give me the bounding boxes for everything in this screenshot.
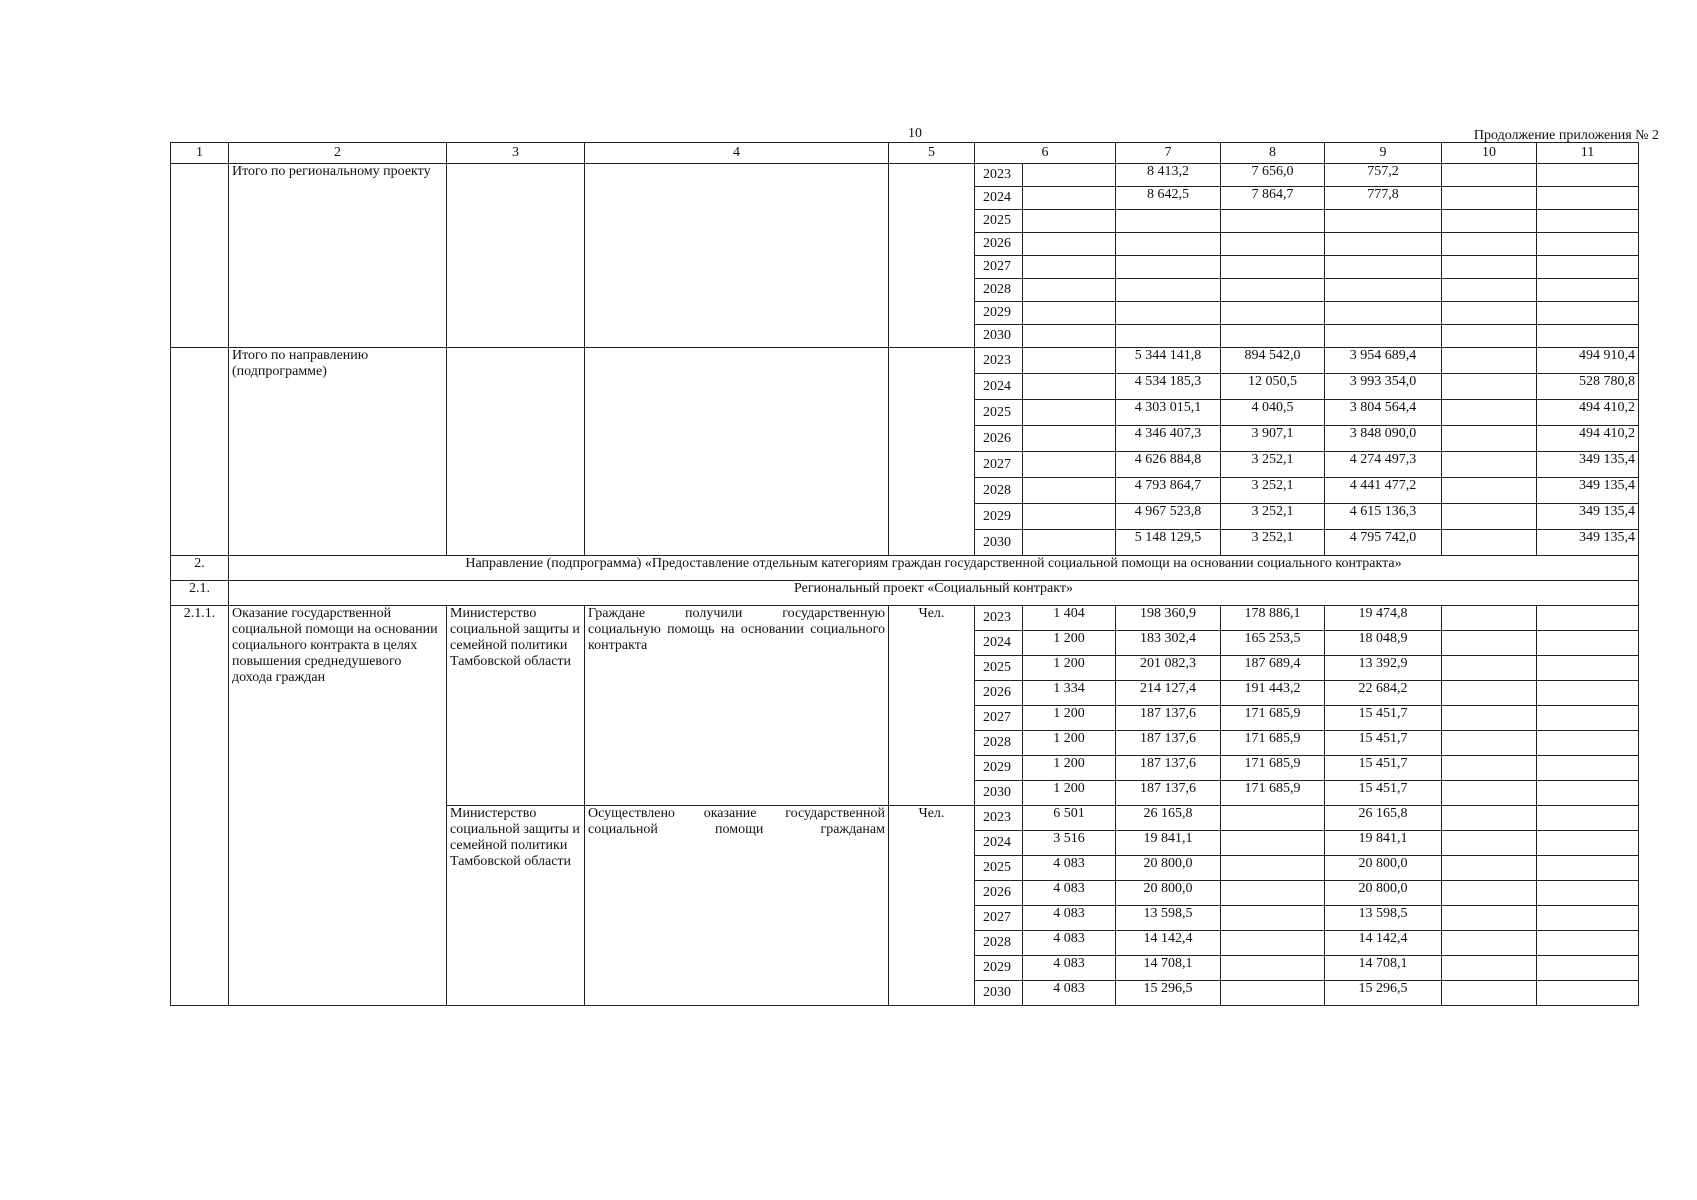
- indicator-value: [1023, 279, 1116, 302]
- regional-value: [1325, 233, 1442, 256]
- local-value: [1442, 348, 1537, 374]
- other-value: [1537, 325, 1639, 348]
- federal-value: 171 685,9: [1221, 781, 1325, 806]
- year-cell: 2030: [975, 530, 1023, 556]
- regional-value: 13 392,9: [1325, 656, 1442, 681]
- indicator-value: [1023, 530, 1116, 556]
- header-cell: 10: [1442, 143, 1537, 164]
- local-value: [1442, 210, 1537, 233]
- regional-value: 3 954 689,4: [1325, 348, 1442, 374]
- regional-value: 14 708,1: [1325, 956, 1442, 981]
- total-value: 5 344 141,8: [1116, 348, 1221, 374]
- regional-value: 15 451,7: [1325, 706, 1442, 731]
- local-value: [1442, 731, 1537, 756]
- local-value: [1442, 233, 1537, 256]
- total-value: 4 534 185,3: [1116, 374, 1221, 400]
- federal-value: [1221, 906, 1325, 931]
- total-value: 14 142,4: [1116, 931, 1221, 956]
- indicator-value: 4 083: [1023, 931, 1116, 956]
- regional-value: 15 296,5: [1325, 981, 1442, 1006]
- local-value: [1442, 831, 1537, 856]
- other-value: 349 135,4: [1537, 530, 1639, 556]
- year-cell: 2023: [975, 348, 1023, 374]
- total-value: 187 137,6: [1116, 706, 1221, 731]
- federal-value: 894 542,0: [1221, 348, 1325, 374]
- regional-value: [1325, 279, 1442, 302]
- indicator-value: [1023, 164, 1116, 187]
- year-cell: 2024: [975, 831, 1023, 856]
- year-cell: 2023: [975, 606, 1023, 631]
- regional-value: 15 451,7: [1325, 756, 1442, 781]
- indicator-value: [1023, 233, 1116, 256]
- total-value: [1116, 233, 1221, 256]
- other-value: [1537, 187, 1639, 210]
- regional-value: 13 598,5: [1325, 906, 1442, 931]
- local-value: [1442, 881, 1537, 906]
- regional-value: 22 684,2: [1325, 681, 1442, 706]
- federal-value: [1221, 856, 1325, 881]
- year-cell: 2027: [975, 256, 1023, 279]
- other-value: [1537, 279, 1639, 302]
- item-number: 2.1.1.: [171, 606, 229, 1006]
- table-row: [171, 556, 1639, 581]
- federal-value: [1221, 981, 1325, 1006]
- local-value: [1442, 452, 1537, 478]
- indicator-value: 1 200: [1023, 656, 1116, 681]
- total-value: [1116, 256, 1221, 279]
- indicator-value: 4 083: [1023, 906, 1116, 931]
- total-value: 4 303 015,1: [1116, 400, 1221, 426]
- total-value: 8 413,2: [1116, 164, 1221, 187]
- indicator-value: 4 083: [1023, 856, 1116, 881]
- federal-value: 171 685,9: [1221, 731, 1325, 756]
- local-value: [1442, 426, 1537, 452]
- other-value: [1537, 731, 1639, 756]
- federal-value: 165 253,5: [1221, 631, 1325, 656]
- federal-value: 191 443,2: [1221, 681, 1325, 706]
- executor-cell: Министерство социальной защиты и семейной политики Тамбовской области: [447, 806, 585, 1006]
- other-value: 494 410,2: [1537, 426, 1639, 452]
- indicator-value: 3 516: [1023, 831, 1116, 856]
- federal-value: [1221, 831, 1325, 856]
- other-value: [1537, 781, 1639, 806]
- other-value: [1537, 256, 1639, 279]
- total-value: 8 642,5: [1116, 187, 1221, 210]
- section-number: 2.: [171, 556, 229, 581]
- federal-value: [1221, 210, 1325, 233]
- result-text: Осуществлено оказание государственной социальной помощи гражданам: [588, 806, 885, 837]
- regional-value: 14 142,4: [1325, 931, 1442, 956]
- other-value: [1537, 656, 1639, 681]
- year-cell: 2028: [975, 731, 1023, 756]
- other-value: [1537, 956, 1639, 981]
- other-value: [1537, 210, 1639, 233]
- indicator-value: 1 334: [1023, 681, 1116, 706]
- other-value: [1537, 756, 1639, 781]
- regional-value: 3 848 090,0: [1325, 426, 1442, 452]
- other-value: [1537, 931, 1639, 956]
- year-cell: 2028: [975, 931, 1023, 956]
- executor-cell: [447, 164, 585, 348]
- other-value: 494 910,4: [1537, 348, 1639, 374]
- total-value: [1116, 302, 1221, 325]
- total-value: [1116, 210, 1221, 233]
- federal-value: 4 040,5: [1221, 400, 1325, 426]
- other-value: [1537, 631, 1639, 656]
- regional-value: [1325, 302, 1442, 325]
- year-cell: 2029: [975, 756, 1023, 781]
- federal-value: 3 907,1: [1221, 426, 1325, 452]
- year-cell: 2024: [975, 631, 1023, 656]
- row-label: Итого по направлению (подпрограмме): [229, 348, 447, 556]
- local-value: [1442, 478, 1537, 504]
- federal-value: 3 252,1: [1221, 452, 1325, 478]
- local-value: [1442, 325, 1537, 348]
- total-value: 214 127,4: [1116, 681, 1221, 706]
- local-value: [1442, 374, 1537, 400]
- local-value: [1442, 956, 1537, 981]
- regional-value: [1325, 210, 1442, 233]
- indicator-value: [1023, 210, 1116, 233]
- federal-value: [1221, 956, 1325, 981]
- federal-value: 187 689,4: [1221, 656, 1325, 681]
- regional-value: 20 800,0: [1325, 856, 1442, 881]
- other-value: 349 135,4: [1537, 478, 1639, 504]
- total-value: [1116, 279, 1221, 302]
- other-value: [1537, 606, 1639, 631]
- regional-value: 757,2: [1325, 164, 1442, 187]
- federal-value: [1221, 931, 1325, 956]
- header-row: [171, 143, 1639, 164]
- section-title: Направление (подпрограмма) «Предоставление отдельным категориям граждан государственной социальной помощи на основании социального контракта»: [229, 556, 1639, 581]
- total-value: 15 296,5: [1116, 981, 1221, 1006]
- year-cell: 2030: [975, 781, 1023, 806]
- header-cell: 7: [1116, 143, 1221, 164]
- regional-value: 18 048,9: [1325, 631, 1442, 656]
- local-value: [1442, 856, 1537, 881]
- indicator-value: 4 083: [1023, 956, 1116, 981]
- indicator-value: 6 501: [1023, 806, 1116, 831]
- section-number: 2.1.: [171, 581, 229, 606]
- executor-cell: Министерство социальной защиты и семейной политики Тамбовской области: [447, 606, 585, 806]
- year-cell: 2025: [975, 856, 1023, 881]
- local-value: [1442, 631, 1537, 656]
- local-value: [1442, 504, 1537, 530]
- other-value: 528 780,8: [1537, 374, 1639, 400]
- year-cell: 2029: [975, 504, 1023, 530]
- row-label: Итого по региональному проекту: [229, 164, 447, 348]
- year-cell: 2027: [975, 452, 1023, 478]
- regional-value: 777,8: [1325, 187, 1442, 210]
- header-cell: 11: [1537, 143, 1639, 164]
- local-value: [1442, 606, 1537, 631]
- federal-value: [1221, 256, 1325, 279]
- continuation-note: Продолжение приложения № 2: [1473, 128, 1659, 143]
- total-value: 20 800,0: [1116, 881, 1221, 906]
- indicator-value: 1 404: [1023, 606, 1116, 631]
- other-value: [1537, 856, 1639, 881]
- regional-value: 26 165,8: [1325, 806, 1442, 831]
- regional-value: 4 441 477,2: [1325, 478, 1442, 504]
- unit-cell: Чел.: [889, 806, 975, 1006]
- result-cell: [585, 164, 889, 348]
- total-value: 187 137,6: [1116, 731, 1221, 756]
- other-value: [1537, 681, 1639, 706]
- total-value: 187 137,6: [1116, 756, 1221, 781]
- page-number: 10: [908, 126, 922, 141]
- year-cell: 2024: [975, 187, 1023, 210]
- indicator-value: [1023, 504, 1116, 530]
- header-cell: 3: [447, 143, 585, 164]
- local-value: [1442, 530, 1537, 556]
- regional-value: 19 474,8: [1325, 606, 1442, 631]
- local-value: [1442, 302, 1537, 325]
- indicator-value: 1 200: [1023, 631, 1116, 656]
- total-value: 19 841,1: [1116, 831, 1221, 856]
- table-row: [171, 348, 1639, 374]
- year-cell: 2023: [975, 806, 1023, 831]
- local-value: [1442, 187, 1537, 210]
- year-cell: 2025: [975, 210, 1023, 233]
- federal-value: 171 685,9: [1221, 756, 1325, 781]
- local-value: [1442, 806, 1537, 831]
- header-cell: 1: [171, 143, 229, 164]
- regional-value: 4 615 136,3: [1325, 504, 1442, 530]
- local-value: [1442, 164, 1537, 187]
- indicator-value: [1023, 400, 1116, 426]
- federal-value: [1221, 881, 1325, 906]
- year-cell: 2026: [975, 881, 1023, 906]
- other-value: [1537, 706, 1639, 731]
- federal-value: [1221, 233, 1325, 256]
- other-value: [1537, 806, 1639, 831]
- index-cell: [171, 348, 229, 556]
- total-value: 4 346 407,3: [1116, 426, 1221, 452]
- total-value: 13 598,5: [1116, 906, 1221, 931]
- local-value: [1442, 400, 1537, 426]
- local-value: [1442, 906, 1537, 931]
- total-value: 20 800,0: [1116, 856, 1221, 881]
- regional-value: 3 804 564,4: [1325, 400, 1442, 426]
- total-value: 5 148 129,5: [1116, 530, 1221, 556]
- indicator-value: 1 200: [1023, 756, 1116, 781]
- indicator-value: 1 200: [1023, 781, 1116, 806]
- indicator-value: 1 200: [1023, 731, 1116, 756]
- table-row: [171, 606, 1639, 631]
- indicator-value: [1023, 348, 1116, 374]
- regional-value: 15 451,7: [1325, 731, 1442, 756]
- year-cell: 2025: [975, 656, 1023, 681]
- budget-table: [170, 142, 1639, 1006]
- other-value: [1537, 233, 1639, 256]
- unit-cell: [889, 348, 975, 556]
- federal-value: 3 252,1: [1221, 504, 1325, 530]
- result-cell: [585, 806, 889, 1006]
- total-value: 14 708,1: [1116, 956, 1221, 981]
- regional-value: 4 274 497,3: [1325, 452, 1442, 478]
- federal-value: 3 252,1: [1221, 530, 1325, 556]
- indicator-value: [1023, 187, 1116, 210]
- other-value: 349 135,4: [1537, 504, 1639, 530]
- federal-value: [1221, 302, 1325, 325]
- regional-value: 4 795 742,0: [1325, 530, 1442, 556]
- total-value: 198 360,9: [1116, 606, 1221, 631]
- year-cell: 2026: [975, 426, 1023, 452]
- federal-value: 7 656,0: [1221, 164, 1325, 187]
- federal-value: [1221, 806, 1325, 831]
- header-cell: 4: [585, 143, 889, 164]
- other-value: [1537, 302, 1639, 325]
- local-value: [1442, 681, 1537, 706]
- unit-cell: Чел.: [889, 606, 975, 806]
- indicator-value: [1023, 256, 1116, 279]
- year-cell: 2030: [975, 325, 1023, 348]
- year-cell: 2027: [975, 906, 1023, 931]
- other-value: [1537, 906, 1639, 931]
- year-cell: 2023: [975, 164, 1023, 187]
- regional-value: [1325, 325, 1442, 348]
- section-title: Региональный проект «Социальный контракт»: [229, 581, 1639, 606]
- indicator-value: [1023, 302, 1116, 325]
- indicator-value: [1023, 374, 1116, 400]
- total-value: 26 165,8: [1116, 806, 1221, 831]
- other-value: [1537, 831, 1639, 856]
- federal-value: 171 685,9: [1221, 706, 1325, 731]
- year-cell: 2028: [975, 478, 1023, 504]
- other-value: [1537, 981, 1639, 1006]
- total-value: [1116, 325, 1221, 348]
- result-cell: [585, 606, 889, 806]
- other-value: 494 410,2: [1537, 400, 1639, 426]
- regional-value: 3 993 354,0: [1325, 374, 1442, 400]
- table-row: [171, 581, 1639, 606]
- local-value: [1442, 256, 1537, 279]
- table-body: [171, 143, 1639, 1006]
- other-value: [1537, 164, 1639, 187]
- local-value: [1442, 656, 1537, 681]
- header-cell: 5: [889, 143, 975, 164]
- federal-value: 3 252,1: [1221, 478, 1325, 504]
- total-value: 183 302,4: [1116, 631, 1221, 656]
- indicator-value: 1 200: [1023, 706, 1116, 731]
- year-cell: 2029: [975, 956, 1023, 981]
- federal-value: [1221, 325, 1325, 348]
- executor-cell: [447, 348, 585, 556]
- table-row: [171, 164, 1639, 187]
- header-cell: 6: [975, 143, 1116, 164]
- local-value: [1442, 279, 1537, 302]
- total-value: 4 626 884,8: [1116, 452, 1221, 478]
- local-value: [1442, 756, 1537, 781]
- total-value: 4 967 523,8: [1116, 504, 1221, 530]
- indicator-value: [1023, 452, 1116, 478]
- local-value: [1442, 931, 1537, 956]
- regional-value: 19 841,1: [1325, 831, 1442, 856]
- year-cell: 2029: [975, 302, 1023, 325]
- regional-value: 15 451,7: [1325, 781, 1442, 806]
- year-cell: 2024: [975, 374, 1023, 400]
- federal-value: 7 864,7: [1221, 187, 1325, 210]
- regional-value: [1325, 256, 1442, 279]
- indicator-value: 4 083: [1023, 881, 1116, 906]
- total-value: 201 082,3: [1116, 656, 1221, 681]
- year-cell: 2028: [975, 279, 1023, 302]
- header-cell: 9: [1325, 143, 1442, 164]
- total-value: 187 137,6: [1116, 781, 1221, 806]
- indicator-value: [1023, 478, 1116, 504]
- other-value: [1537, 881, 1639, 906]
- local-value: [1442, 781, 1537, 806]
- other-value: 349 135,4: [1537, 452, 1639, 478]
- index-cell: [171, 164, 229, 348]
- result-text: Граждане получили государственную социальную помощь на основании социального контракта: [588, 606, 885, 653]
- header-cell: 2: [229, 143, 447, 164]
- regional-value: 20 800,0: [1325, 881, 1442, 906]
- header-cell: 8: [1221, 143, 1325, 164]
- year-cell: 2026: [975, 681, 1023, 706]
- local-value: [1442, 706, 1537, 731]
- year-cell: 2026: [975, 233, 1023, 256]
- federal-value: 12 050,5: [1221, 374, 1325, 400]
- result-cell: [585, 348, 889, 556]
- year-cell: 2030: [975, 981, 1023, 1006]
- total-value: 4 793 864,7: [1116, 478, 1221, 504]
- local-value: [1442, 981, 1537, 1006]
- indicator-value: 4 083: [1023, 981, 1116, 1006]
- federal-value: 178 886,1: [1221, 606, 1325, 631]
- indicator-value: [1023, 325, 1116, 348]
- item-name: Оказание государственной социальной помощи на основании социального контракта в целях повышения среднедушевого дохода граждан: [229, 606, 447, 1006]
- federal-value: [1221, 279, 1325, 302]
- indicator-value: [1023, 426, 1116, 452]
- unit-cell: [889, 164, 975, 348]
- year-cell: 2027: [975, 706, 1023, 731]
- year-cell: 2025: [975, 400, 1023, 426]
